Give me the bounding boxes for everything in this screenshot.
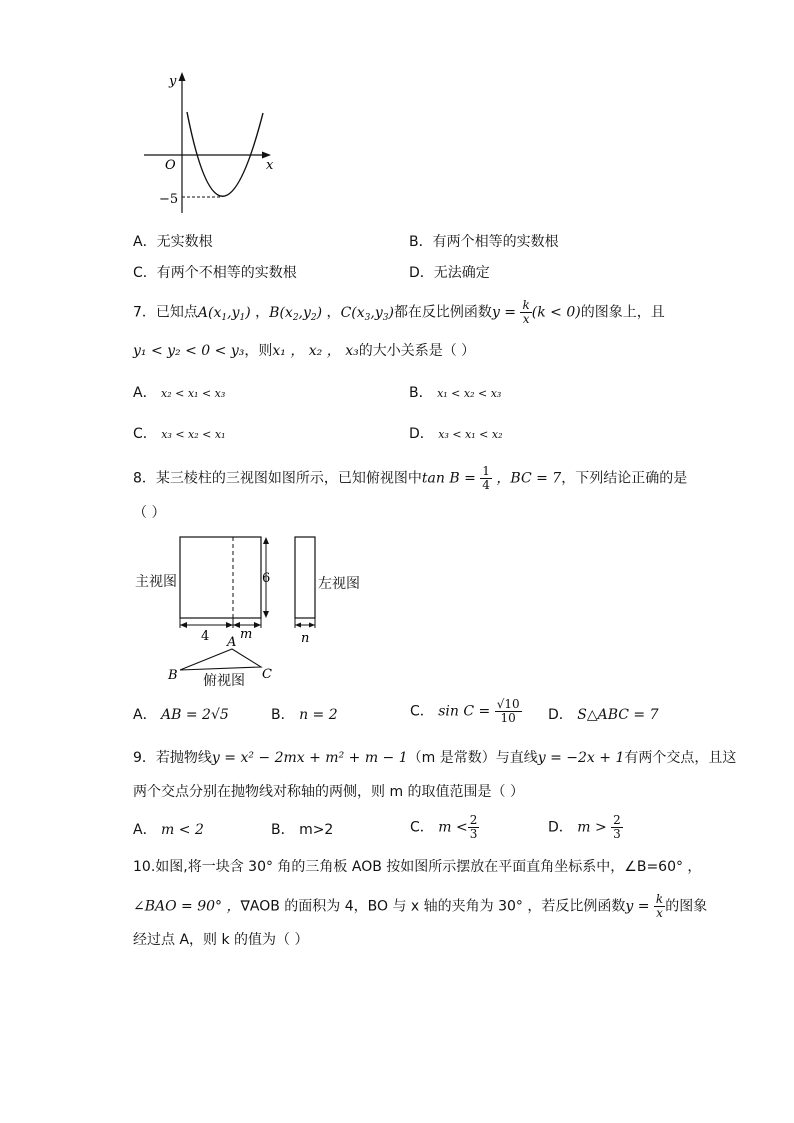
q9-text2: 有两个交点，且这 (624, 750, 737, 766)
parabola-curve (187, 112, 263, 196)
point-b-label: B (168, 668, 178, 683)
q10-angle: ∠BAO = 90° ， (133, 898, 241, 915)
option-text: 有两个不相等的实数根 (156, 265, 297, 281)
question-number: 10. (133, 859, 156, 875)
question-number: 8． (133, 470, 156, 487)
w-arrow-2 (226, 622, 233, 628)
q10-y: y = (625, 898, 650, 915)
q6-option-b[interactable] (409, 232, 559, 252)
q7-stem-line2 (133, 341, 475, 361)
question-number: 9． (133, 750, 156, 766)
option-letter: B． (409, 385, 433, 401)
option-pre: sin C = (438, 703, 491, 720)
q7-intro: 已知点 (155, 304, 198, 321)
left-view-rect (295, 537, 315, 618)
q8-c-fraction: $\frac{√10}{10}$ (496, 697, 520, 725)
q8-text2: ，下列结论正确的是 (561, 470, 688, 487)
q8-tan: tan B = (421, 470, 476, 487)
q9-text1: 若抛物线 (155, 750, 212, 766)
q7-condition: (k < 0) (531, 304, 581, 321)
parabola-graph (140, 68, 280, 218)
q7-fraction: $\frac{k}{x}$ (522, 298, 530, 326)
q8-option-a[interactable] (133, 705, 229, 725)
option-letter: B． (271, 707, 295, 723)
point-b: $B(x_2,y_2)$ (269, 304, 323, 323)
q7-tail: 的图象上，且 (580, 304, 665, 321)
q8-stem-line2 (133, 503, 165, 523)
option-text: m>2 (299, 822, 334, 838)
q7-option-a[interactable] (133, 383, 225, 404)
q9-option-d[interactable] (548, 814, 623, 841)
q10-stem-line1 (133, 857, 701, 877)
front-view-rect (180, 537, 261, 618)
point-c: $C(x_3,y_3)$ (340, 304, 394, 323)
q9-option-b[interactable] (271, 820, 333, 840)
q10-line1: 如图,将一块含 30° 角的三角板 AOB 按如图所示摆放在平面直角坐标系中，∠B=60° ， (155, 859, 702, 875)
q6-option-d[interactable] (409, 263, 490, 283)
option-text: x₂ < x₁ < x₃ (161, 387, 226, 400)
point-a: $A(x_1,y_1)$ (197, 304, 251, 323)
option-letter: C． (133, 426, 157, 442)
q10-stem-line3: 经过点 A，则 k 的值为（ ） (133, 932, 309, 948)
option-letter: B． (409, 234, 433, 250)
n-label: n (301, 631, 310, 646)
n-arrow-left (295, 623, 301, 628)
q7-stem-line1: 7．已知点$A(x_1,y_1)$ ，$B(x_2,y_2)$ ，$C(x_3,y_3)$都在反比例函数y = $\frac{k}{x}$ (k < 0)的图象上，且 (133, 298, 665, 326)
option-text: x₃ < x₂ < x₁ (161, 428, 226, 441)
q8-text1: 某三棱柱的三视图如图所示，已知俯视图中 (155, 470, 422, 487)
option-text: 无法确定 (433, 265, 490, 281)
width-m-label: m (240, 627, 253, 642)
q7-vars: x₁ ， x₂ ， x₃ (272, 343, 359, 359)
n-arrow-right (309, 623, 315, 628)
option-letter: A． (133, 707, 157, 723)
q10-line2c: 的图象 (665, 898, 708, 915)
question-number: 7． (133, 304, 156, 321)
option-letter: D． (548, 819, 573, 836)
option-text: S△ABC = 7 (577, 707, 659, 723)
option-letter: A． (133, 234, 157, 250)
q8-option-c[interactable] (410, 698, 522, 725)
option-letter: C． (410, 819, 434, 836)
q7-line2-tail: 的大小关系是（ ） (358, 343, 476, 359)
q8-paren: （ ） (133, 505, 166, 521)
q7-option-d[interactable] (409, 424, 503, 445)
w-arrow-3 (233, 622, 240, 628)
option-text: m < 2 (161, 822, 204, 838)
q7-line2-text: ，则 (244, 343, 273, 359)
option-text: x₁ < x₂ < x₃ (437, 387, 502, 400)
q7-mid: 都在反比例函数 (393, 304, 492, 321)
height-arrow-top (263, 537, 269, 544)
top-view-triangle (180, 649, 261, 670)
option-text: x₃ < x₁ < x₂ (438, 428, 503, 441)
option-text: n = 2 (299, 707, 338, 723)
option-letter: D． (409, 426, 434, 442)
top-view-label: 俯视图 (203, 673, 245, 689)
q9-option-c[interactable] (410, 814, 479, 841)
option-letter: C． (133, 265, 157, 281)
q8-bc: ，BC = 7 (496, 470, 562, 487)
left-view-label: 左视图 (318, 576, 360, 592)
q8-option-d[interactable] (548, 705, 659, 725)
point-a-label: A (227, 635, 237, 650)
option-text: 有两个相等的实数根 (432, 234, 559, 250)
option-pre: m > (577, 819, 607, 836)
q10-fraction: $\frac{k}{x}$ (655, 892, 664, 920)
q10-stem-line2 (133, 893, 707, 920)
point-c-label: C (262, 667, 272, 682)
w-arrow-1 (180, 622, 187, 628)
q8-stem-line1 (133, 465, 687, 492)
q9-line: y = −2x + 1 (537, 750, 625, 766)
height-arrow-bottom (263, 611, 269, 618)
option-text: 无实数根 (156, 234, 213, 250)
q9-parabola: y = x² − 2mx + m² + m − 1 (211, 750, 408, 766)
option-pre: m < (438, 819, 468, 836)
graph-min-label: −5 (159, 192, 179, 207)
q7-option-b[interactable] (409, 383, 501, 404)
q9-c-fraction: $\frac{2}{3}$ (469, 813, 478, 841)
q9-stem-line1 (133, 748, 736, 768)
q10-line2b: ∇AOB 的面积为 4，BO 与 x 轴的夹角为 30° ，若反比例函数 (240, 898, 626, 915)
option-letter: A． (133, 385, 157, 401)
q8-option-b[interactable] (271, 705, 338, 725)
option-text: AB = 2√5 (161, 707, 229, 723)
graph-x-label: x (266, 158, 274, 173)
option-letter: D． (409, 265, 434, 281)
height-label: 6 (262, 571, 271, 586)
q9-stem-line2: 两个交点分别在抛物线对称轴的两侧，则 m 的取值范围是（ ） (133, 784, 524, 800)
w-arrow-4 (254, 622, 261, 628)
q9-d-fraction: $\frac{2}{3}$ (613, 813, 621, 841)
q6-option-a[interactable] (133, 232, 213, 252)
q9-note: （m 是常数）与直线 (407, 750, 538, 766)
y-axis-arrow (179, 72, 186, 81)
q9-option-a[interactable] (133, 820, 204, 840)
q8-fraction: $\frac{1}{4}$ (482, 464, 490, 492)
option-letter: B． (271, 822, 295, 838)
option-letter: D． (548, 707, 573, 723)
q6-option-c[interactable] (133, 263, 297, 283)
option-letter: A． (133, 822, 157, 838)
front-view-label: 主视图 (135, 574, 177, 590)
q7-option-c[interactable] (133, 424, 226, 445)
graph-y-label: y (169, 74, 177, 89)
graph-origin-label: O (165, 158, 176, 173)
q7-y-condition: y₁ < y₂ < 0 < y₃ (133, 343, 245, 359)
three-view-figure (130, 530, 370, 690)
width-4-label: 4 (201, 629, 210, 644)
option-letter: C． (410, 703, 434, 720)
